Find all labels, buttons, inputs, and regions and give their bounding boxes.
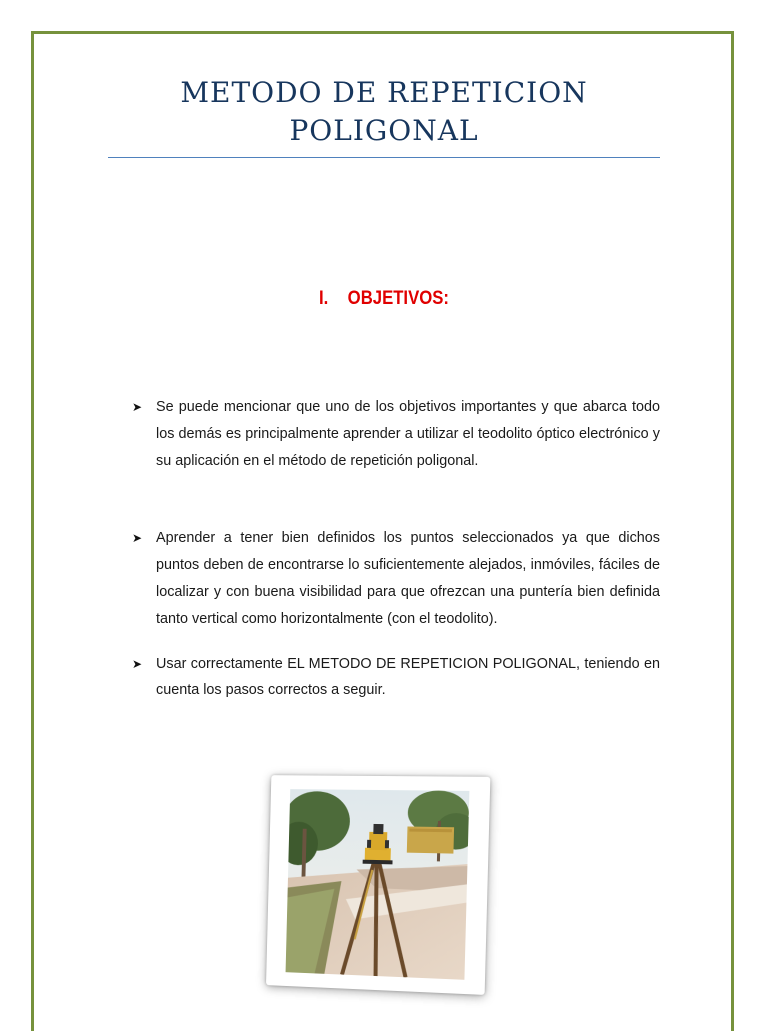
objectives-list: [130, 394, 660, 704]
list-item: [130, 651, 660, 705]
list-item-text: Usar correctamente EL METODO DE REPETICION POLIGONAL, teniendo en cuenta los pasos correctos a seguir.: [156, 655, 660, 699]
arrow-bullet-icon: ➤: [132, 656, 143, 671]
theodolite-photo-icon: [286, 789, 470, 980]
list-item: [130, 394, 660, 474]
list-item-text: Se puede mencionar que uno de los objetivos importantes y que abarca todo los demás es principalmente aprender a utilizar el teodolito óptico electrónico y su aplicación en el método de repetición poligonal.: [156, 399, 660, 469]
section-heading: [46, 288, 722, 310]
title-line-2: POLIGONAL: [289, 114, 479, 147]
title-line-1: METODO DE REPETICION: [180, 76, 588, 109]
arrow-bullet-icon: ➤: [132, 400, 143, 414]
title-underline: [108, 157, 660, 158]
list-item-text: Aprender a tener bien definidos los puntos seleccionados ya que dichos puntos deben de encontrarse lo suficientemente alejados, inmóviles, fáciles de localizar y con buena visibilidad para que ofrezcan una puntería bien definida tanto vertical como horizontalmente (con el teodolito).: [156, 530, 660, 627]
list-item: [130, 525, 660, 632]
photo-frame: [266, 775, 490, 995]
section-number: I.: [319, 288, 329, 309]
section-title: OBJETIVOS:: [347, 288, 449, 309]
document-title: [108, 74, 660, 150]
arrow-bullet-icon: ➤: [132, 531, 143, 546]
